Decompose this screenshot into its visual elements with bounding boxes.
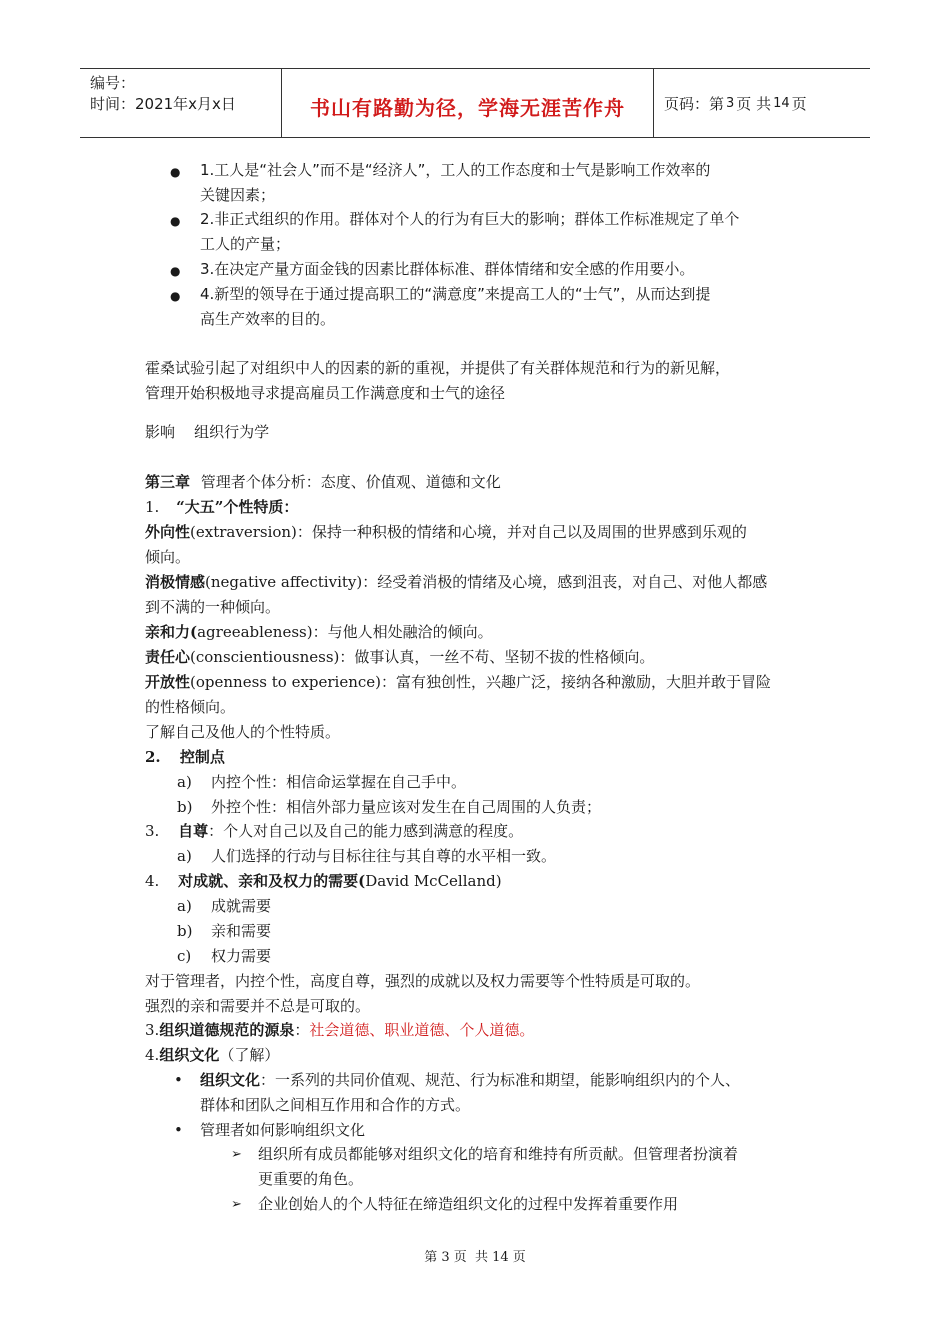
big-five-heading [145,495,298,519]
trait-line [145,670,771,694]
sub-item-mark: c) [177,947,192,965]
bullet-icon: • [174,1071,183,1089]
sub-item-text: 成就需要 [211,897,272,915]
list-item: 3.在决定产量方面金钱的因素比群体标准、群体情绪和安全感的作用要小。 [200,260,695,278]
trait-term: 亲和力( [145,623,198,641]
heading-number: 1. [145,498,160,516]
culture-term: 组织文化 [159,1046,220,1064]
trait-desc: 经受着消极的情绪及心境，感到沮丧，对自己、对他人都感 [377,573,768,591]
paragraph-line: 霍桑试验引起了对组织中人的因素的新的重视，并提供了有关群体规范和行为的新见解， [145,359,731,377]
heading-text: 控制点 [179,748,225,766]
summary-line: 对于管理者，内控个性，高度自尊，强烈的成就以及权力需要等个性特质是可取的。 [145,972,701,990]
heading-number: 4. [145,872,160,890]
page-footer: 第 3 页 共 14 页 [424,1250,526,1265]
sub-item-mark: b) [177,922,193,940]
trait-en: (conscientiousness)： [190,648,355,666]
ethics-line [145,1018,534,1042]
heading-term: 自尊 [178,822,209,840]
list-item: 4.新型的领导在于通过提高职工的“满意度”来提高工人的“士气”，从而达到提 [200,285,711,303]
chapter-title: 管理者个体分析：态度、价值观、道德和文化 [200,473,501,491]
trait-line [145,645,654,669]
bullet-icon: ● [170,214,181,228]
sub-bullet-text: 组织所有成员都能够对组织文化的培育和维持有所贡献。但管理者扮演着 [258,1145,739,1163]
chapter-label: 第三章 [145,473,191,491]
trait-en: (negative affectivity)： [205,573,378,591]
sub-bullet-cont: 更重要的角色。 [258,1170,364,1188]
sub-item-text: 内控个性：相信命运掌握在自己手中。 [211,773,467,791]
page-suffix: 页 [791,94,807,113]
list-item-cont: 工人的产量； [200,235,291,253]
page-mid: 页 共 [736,94,772,113]
sub-item-mark: b) [177,798,193,816]
culture-how: 管理者如何影响组织文化 [200,1121,366,1139]
sub-item-text: 外控个性：相信外部力量应该对发生在自己周围的人负责； [211,798,602,816]
trait-term: 消极情感 [145,573,206,591]
ethics-term: 组织道德规范的源泉 [159,1021,295,1039]
trait-term: 责任心 [145,648,191,666]
esteem-heading [145,819,523,843]
header-info [80,69,281,137]
sub-item-mark: a) [177,773,192,791]
trait-en: agreeableness)： [197,623,328,641]
heading-number: 2. [145,748,161,766]
heading-number: 4. [145,1046,160,1064]
arrow-bullet-icon: ➢ [231,1147,242,1162]
heading-text: “大五”个性特质： [176,498,299,516]
sub-item-text: 权力需要 [211,947,272,965]
trait-term: 开放性 [145,673,191,691]
heading-number: 3. [145,822,160,840]
needs-heading [145,869,502,893]
bullet-icon: • [174,1121,183,1139]
trait-line [145,570,767,594]
page-prefix: 页码：第 [664,94,725,113]
list-item: 1.工人是“社会人”而不是“经济人”，工人的工作态度和士气是影响工作效率的 [200,161,711,179]
trait-line-cont: 倾向。 [145,548,191,566]
sub-item-mark: a) [177,847,192,865]
bullet-icon: ● [170,264,181,278]
list-item-cont: 关键因素； [200,186,276,204]
trait-term: 外向性 [145,523,191,541]
page-current: 3 [726,95,735,111]
trait-line-cont: 的性格倾向。 [145,698,236,716]
trait-en: (extraversion)： [190,523,312,541]
paragraph-line: 管理开始积极地寻求提高雇员工作满意度和士气的途径 [145,384,506,402]
big-five-note: 了解自己及他人的个性特质。 [145,723,341,741]
bullet-icon: ● [170,289,181,303]
culture-definition [200,1068,740,1092]
trait-desc: 做事认真，一丝不苟、坚韧不拔的性格倾向。 [354,648,655,666]
number-label: 编号： [90,74,136,92]
trait-desc: 与他人相处融洽的倾向。 [327,623,493,641]
sub-item-mark: a) [177,897,192,915]
list-item-cont: 高生产效率的目的。 [200,310,336,328]
arrow-bullet-icon: ➢ [231,1197,242,1212]
motto-text: 书山有路勤为径，学海无涯苦作舟 [310,95,625,120]
header-page-number [654,69,870,137]
influence-line: 影响 组织行为学 [145,423,270,441]
ethics-colon: ： [294,1021,310,1039]
trait-en: (openness to experience)： [190,673,397,691]
culture-note: （了解） [219,1046,280,1064]
sub-item-text: 亲和需要 [211,922,272,940]
chapter-heading [145,470,501,494]
trait-desc: 富有独创性，兴趣广泛，接纳各种激励，大胆并敢于冒险 [396,673,772,691]
heading-number: 3. [145,1021,160,1039]
sub-bullet-text: 企业创始人的个人特征在缔造组织文化的过程中发挥着重要作用 [258,1195,679,1213]
trait-desc: 保持一种积极的情绪和心境，并对自己以及周围的世界感到乐观的 [311,523,747,541]
page-header [80,68,870,138]
trait-line-cont: 到不满的一种倾向。 [145,598,281,616]
summary-line: 强烈的亲和需要并不总是可取的。 [145,997,371,1015]
header-motto [281,69,654,137]
heading-author: David McCelland) [365,872,502,890]
definition-term: 组织文化 [200,1071,261,1089]
list-item: 2.非正式组织的作用。群体对个人的行为有巨大的影响；群体工作标准规定了单个 [200,210,740,228]
sub-item-text: 人们选择的行动与目标往往与其自尊的水平相一致。 [211,847,557,865]
definition-text: ：一系列的共同价值观、规范、行为标准和期望，能影响组织内的个人、 [260,1071,741,1089]
trait-line [145,520,747,544]
bullet-icon: ● [170,165,181,179]
trait-line [145,620,493,644]
date-label: 时间：2021年x月x日 [90,95,236,113]
heading-text: ：个人对自己以及自己的能力感到满意的程度。 [208,822,524,840]
culture-heading [145,1043,279,1067]
ethics-sources: 社会道德、职业道德、个人道德。 [309,1021,535,1039]
page-total: 14 [773,95,790,111]
heading-text: 对成就、亲和及权力的需要( [178,872,366,890]
locus-heading [145,745,225,769]
definition-cont: 群体和团队之间相互作用和合作的方式。 [200,1096,471,1114]
